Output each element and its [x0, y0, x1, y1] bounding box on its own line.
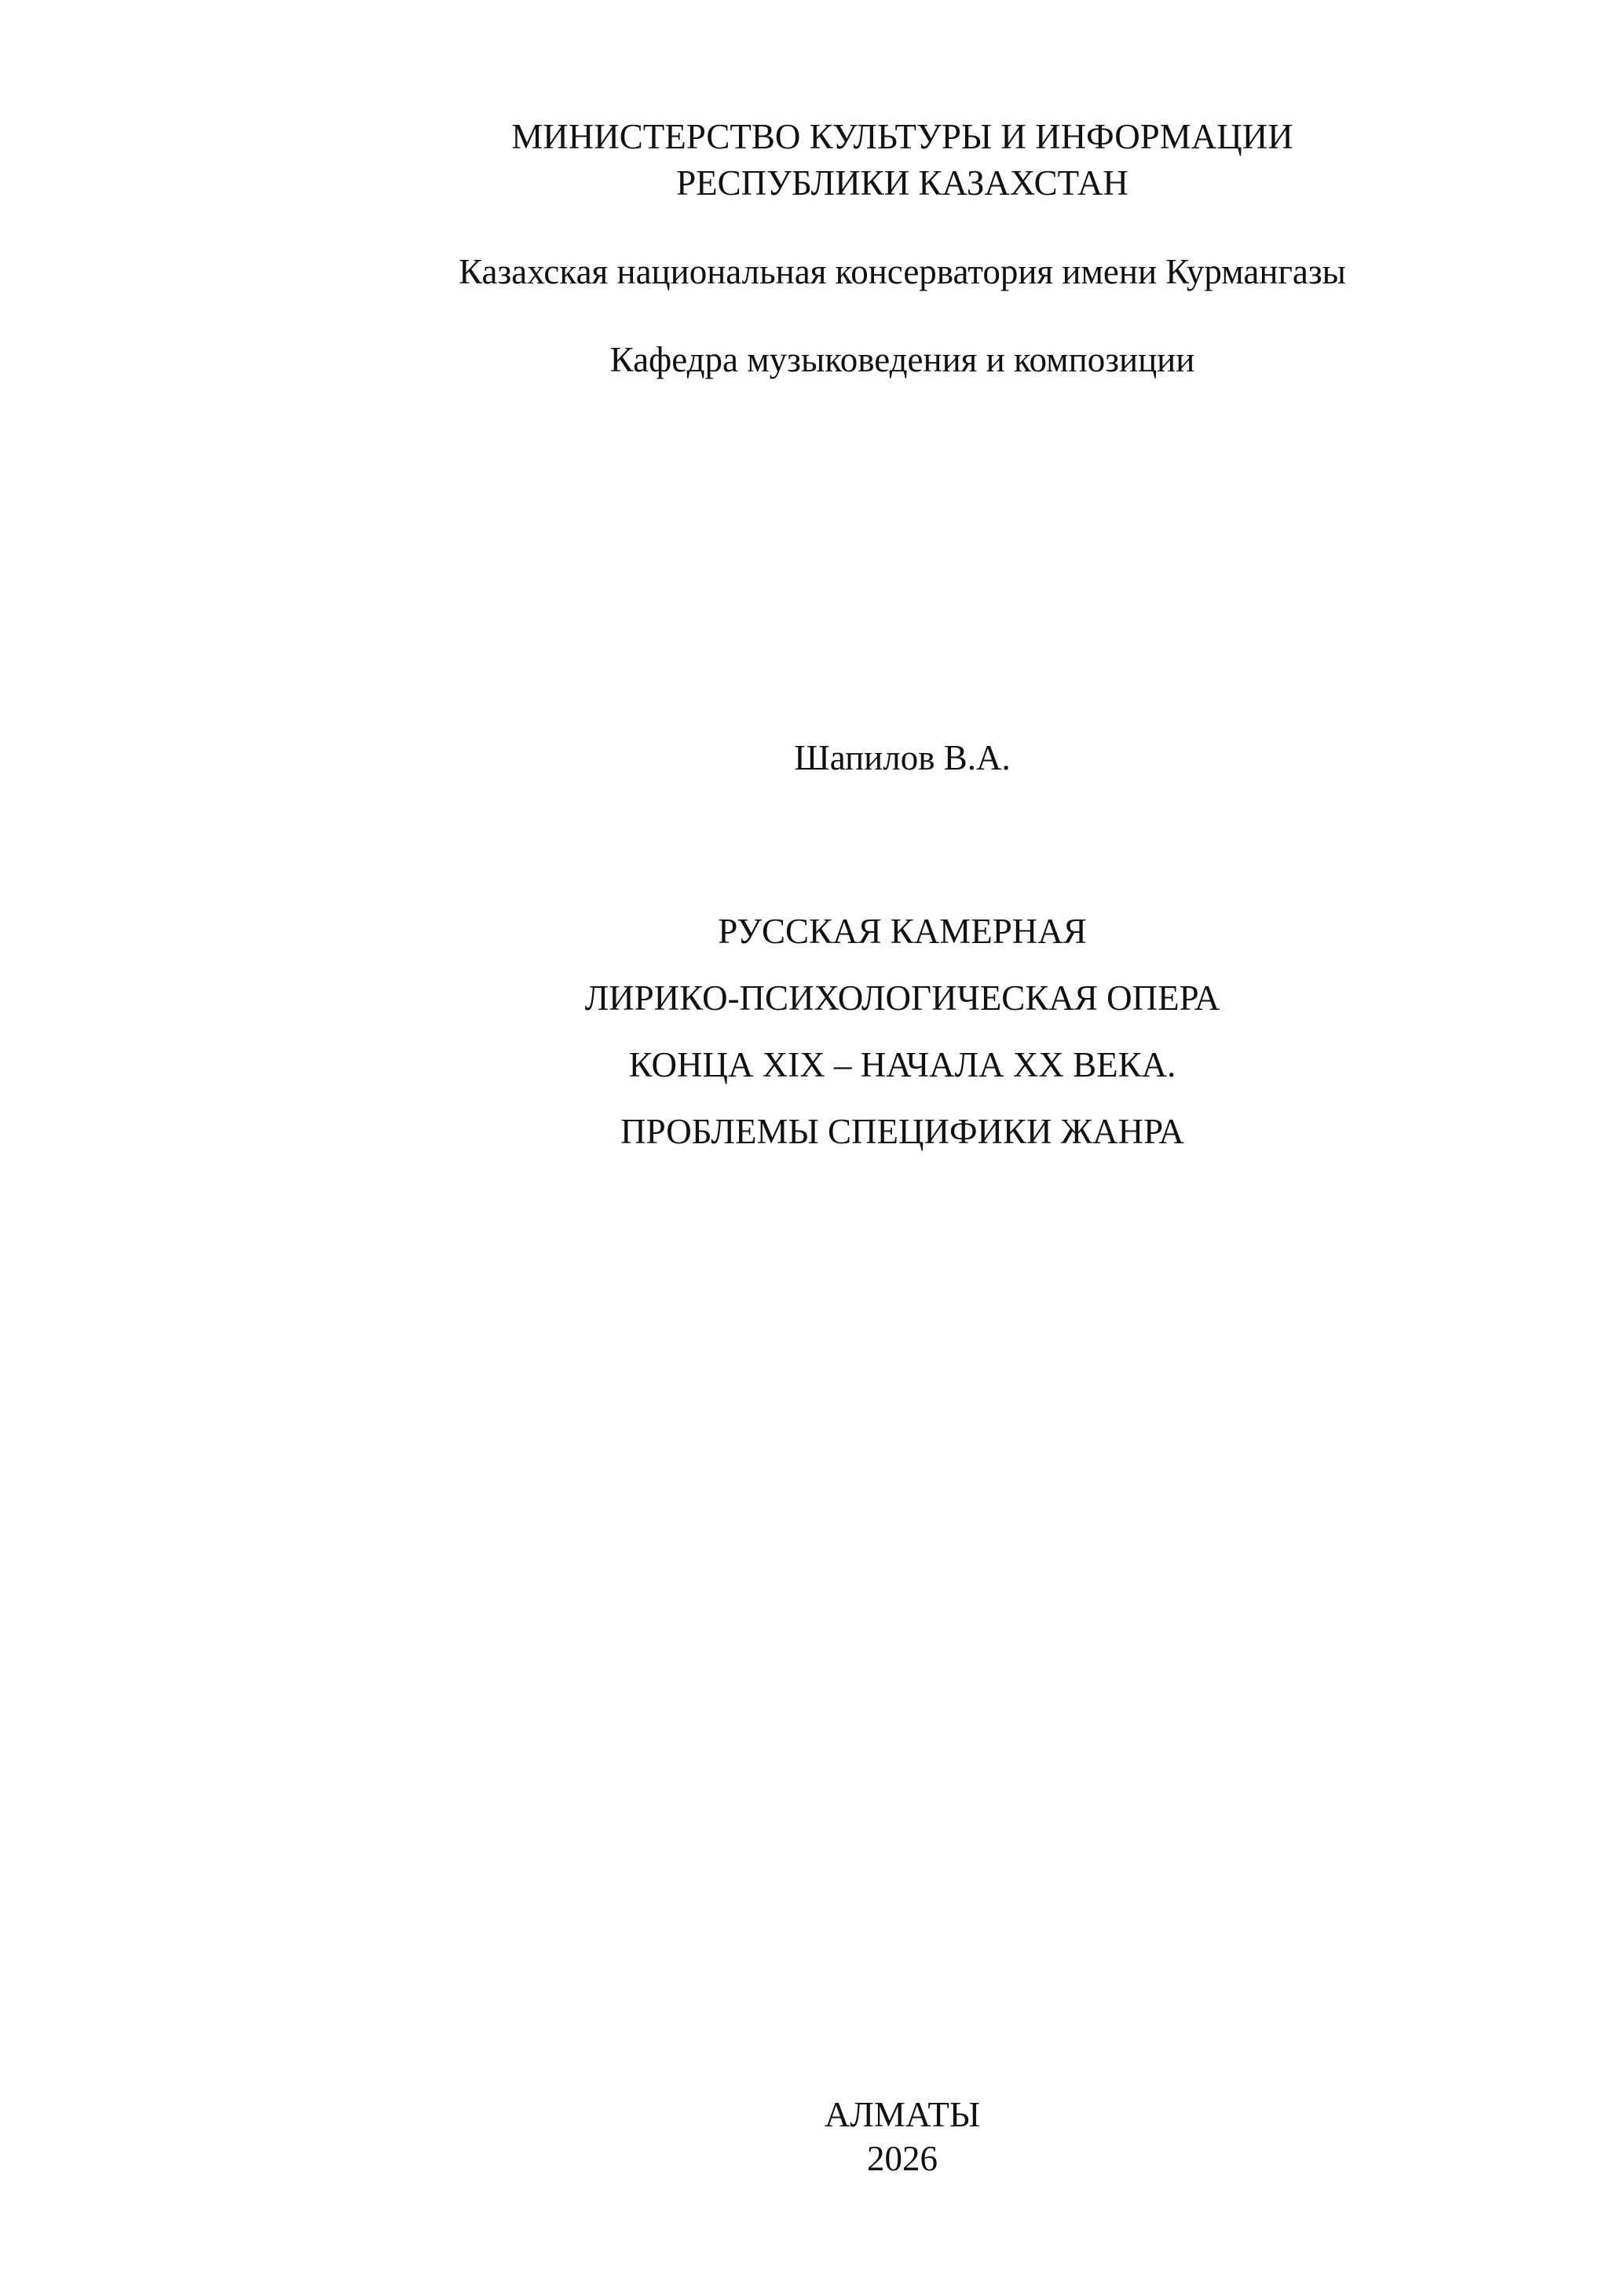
year: 2026	[867, 2139, 938, 2178]
work-title-line-4: ПРОБЛЕМЫ СПЕЦИФИКИ ЖАНРА	[620, 1112, 1184, 1151]
work-title-line-3: КОНЦА XIX – НАЧАЛА XX ВЕКА.	[628, 1045, 1176, 1084]
work-title-line-1: РУССКАЯ КАМЕРНАЯ	[718, 912, 1087, 951]
city: АЛМАТЫ	[824, 2095, 981, 2134]
ministry-line-2: РЕСПУБЛИКИ КАЗАХСТАН	[676, 163, 1128, 203]
ministry-line-1: МИНИСТЕРСТВО КУЛЬТУРЫ И ИНФОРМАЦИИ	[511, 117, 1293, 156]
department-name: Кафедра музыковедения и композиции	[609, 340, 1195, 379]
author-name: Шапилов В.А.	[794, 738, 1011, 777]
work-title-line-2: ЛИРИКО-ПСИХОЛОГИЧЕСКАЯ ОПЕРА	[584, 978, 1220, 1018]
institution-name: Казахская национальная консерватория имени Курмангазы	[459, 252, 1346, 291]
